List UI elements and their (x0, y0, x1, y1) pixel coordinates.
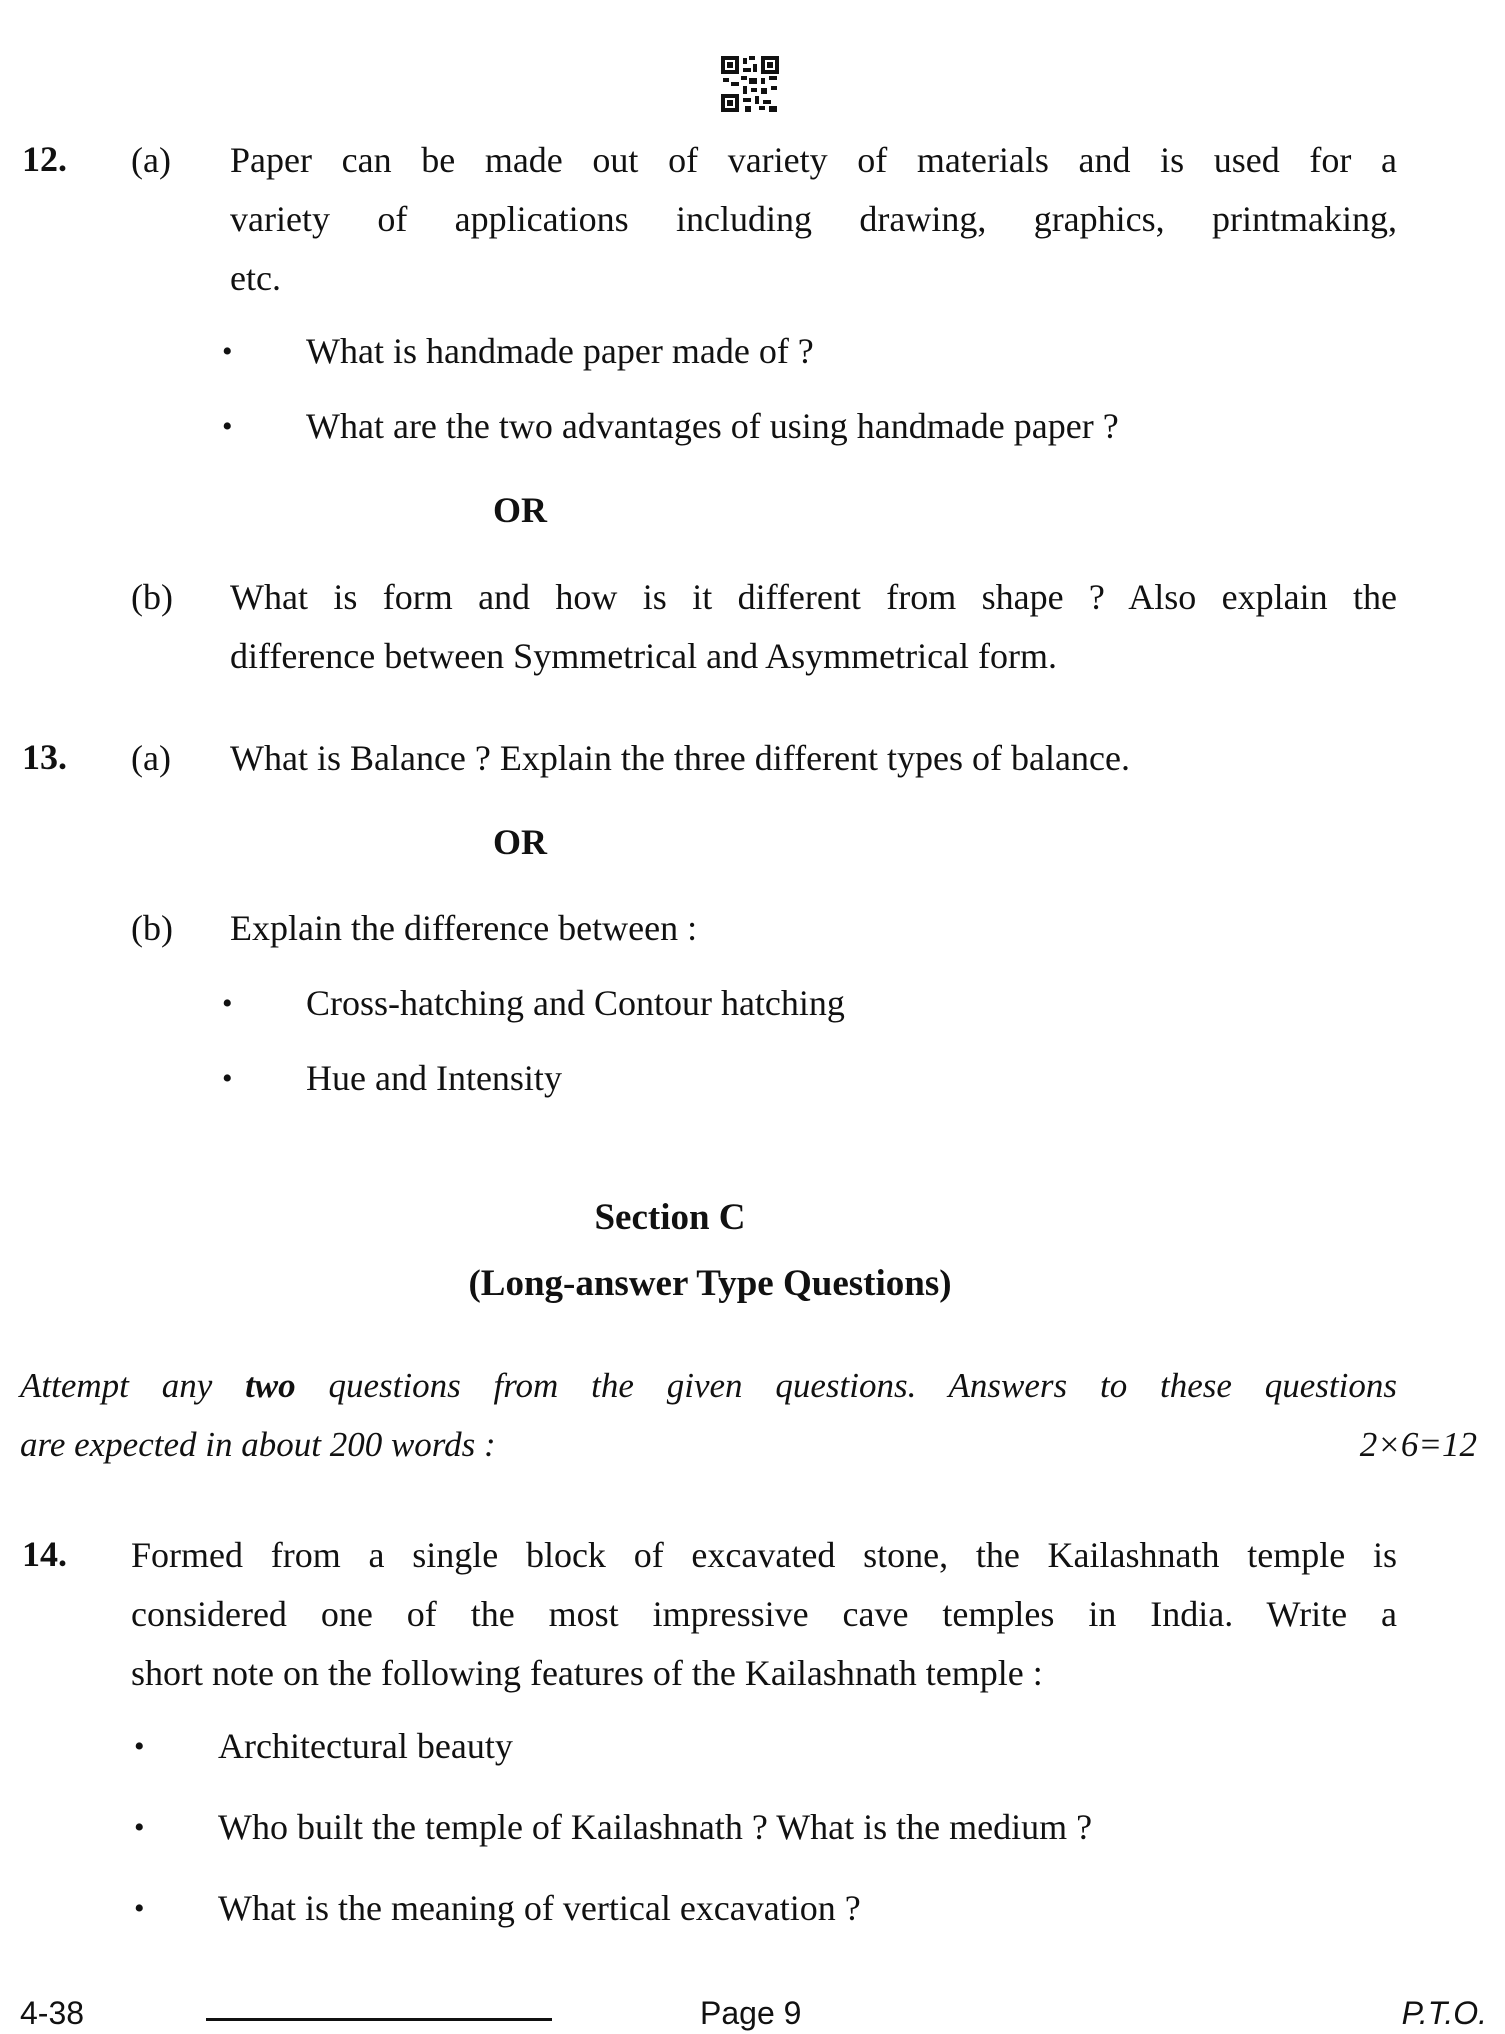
q13b-bullet-2: Hue and Intensity (306, 1058, 562, 1098)
q12b-text-line-2: difference between Symmetrical and Asymmetrical form. (230, 636, 1058, 676)
q14-bullet-3: What is the meaning of vertical excavation ? (218, 1888, 861, 1928)
q14-text-line-3: short note on the following features of the Kailashnath temple : (131, 1653, 1043, 1693)
or-divider-13: OR (493, 822, 547, 862)
q12a-text-line-2: variety of applications including drawing, graphics, printmaking, (230, 199, 1397, 239)
q13-part-a-label: (a) (131, 738, 171, 778)
section-subtitle: (Long-answer Type Questions) (468, 1263, 952, 1304)
bullet-icon: • (222, 410, 233, 443)
question-number-12: 12. (22, 139, 67, 179)
q14-text-line-1: Formed from a single block of excavated stone, the Kailashnath temple is (131, 1535, 1397, 1575)
q14-text-line-2: considered one of the most impressive cave temples in India. Write a (131, 1594, 1397, 1634)
q12a-text-line-1: Paper can be made out of variety of materials and is used for a (230, 140, 1397, 180)
q13b-text-line-1: Explain the difference between : (230, 908, 698, 948)
bullet-icon: • (134, 1811, 145, 1844)
footer-page-number: Page 9 (700, 1995, 802, 2031)
question-number-14: 14. (22, 1534, 67, 1574)
bullet-icon: • (222, 1062, 233, 1095)
q12a-text-line-3: etc. (230, 258, 281, 298)
footer-pto: P.T.O. (1401, 1995, 1487, 2031)
q12-part-a-label: (a) (131, 140, 171, 180)
question-number-13: 13. (22, 737, 67, 777)
section-instructions-line-2: are expected in about 200 words : (20, 1425, 496, 1464)
bullet-icon: • (134, 1730, 145, 1763)
section-marks: 2×6=12 (1359, 1425, 1477, 1464)
q12b-text-line-1: What is form and how is it different from shape ? Also explain the (230, 577, 1397, 617)
bullet-icon: • (222, 335, 233, 368)
q14-bullet-1: Architectural beauty (218, 1726, 513, 1766)
q13-part-b-label: (b) (131, 908, 173, 948)
qr-code-icon (721, 56, 779, 112)
q13b-bullet-1: Cross-hatching and Contour hatching (306, 983, 845, 1023)
q14-bullet-2: Who built the temple of Kailashnath ? What is the medium ? (218, 1807, 1093, 1847)
q12a-bullet-1: What is handmade paper made of ? (306, 331, 814, 371)
q13a-text-line-1: What is Balance ? Explain the three different types of balance. (230, 738, 1130, 778)
or-divider-12: OR (493, 490, 547, 530)
section-instructions-line-1: Attempt any two questions from the given questions. Answers to these questions (20, 1366, 1397, 1405)
q12a-bullet-2: What are the two advantages of using handmade paper ? (306, 406, 1119, 446)
bullet-icon: • (222, 987, 233, 1020)
q12-part-b-label: (b) (131, 577, 173, 617)
bullet-icon: • (134, 1892, 145, 1925)
section-title: Section C (594, 1197, 746, 1238)
footer-rule (206, 2018, 552, 2021)
footer-code: 4-38 (20, 1995, 85, 2031)
